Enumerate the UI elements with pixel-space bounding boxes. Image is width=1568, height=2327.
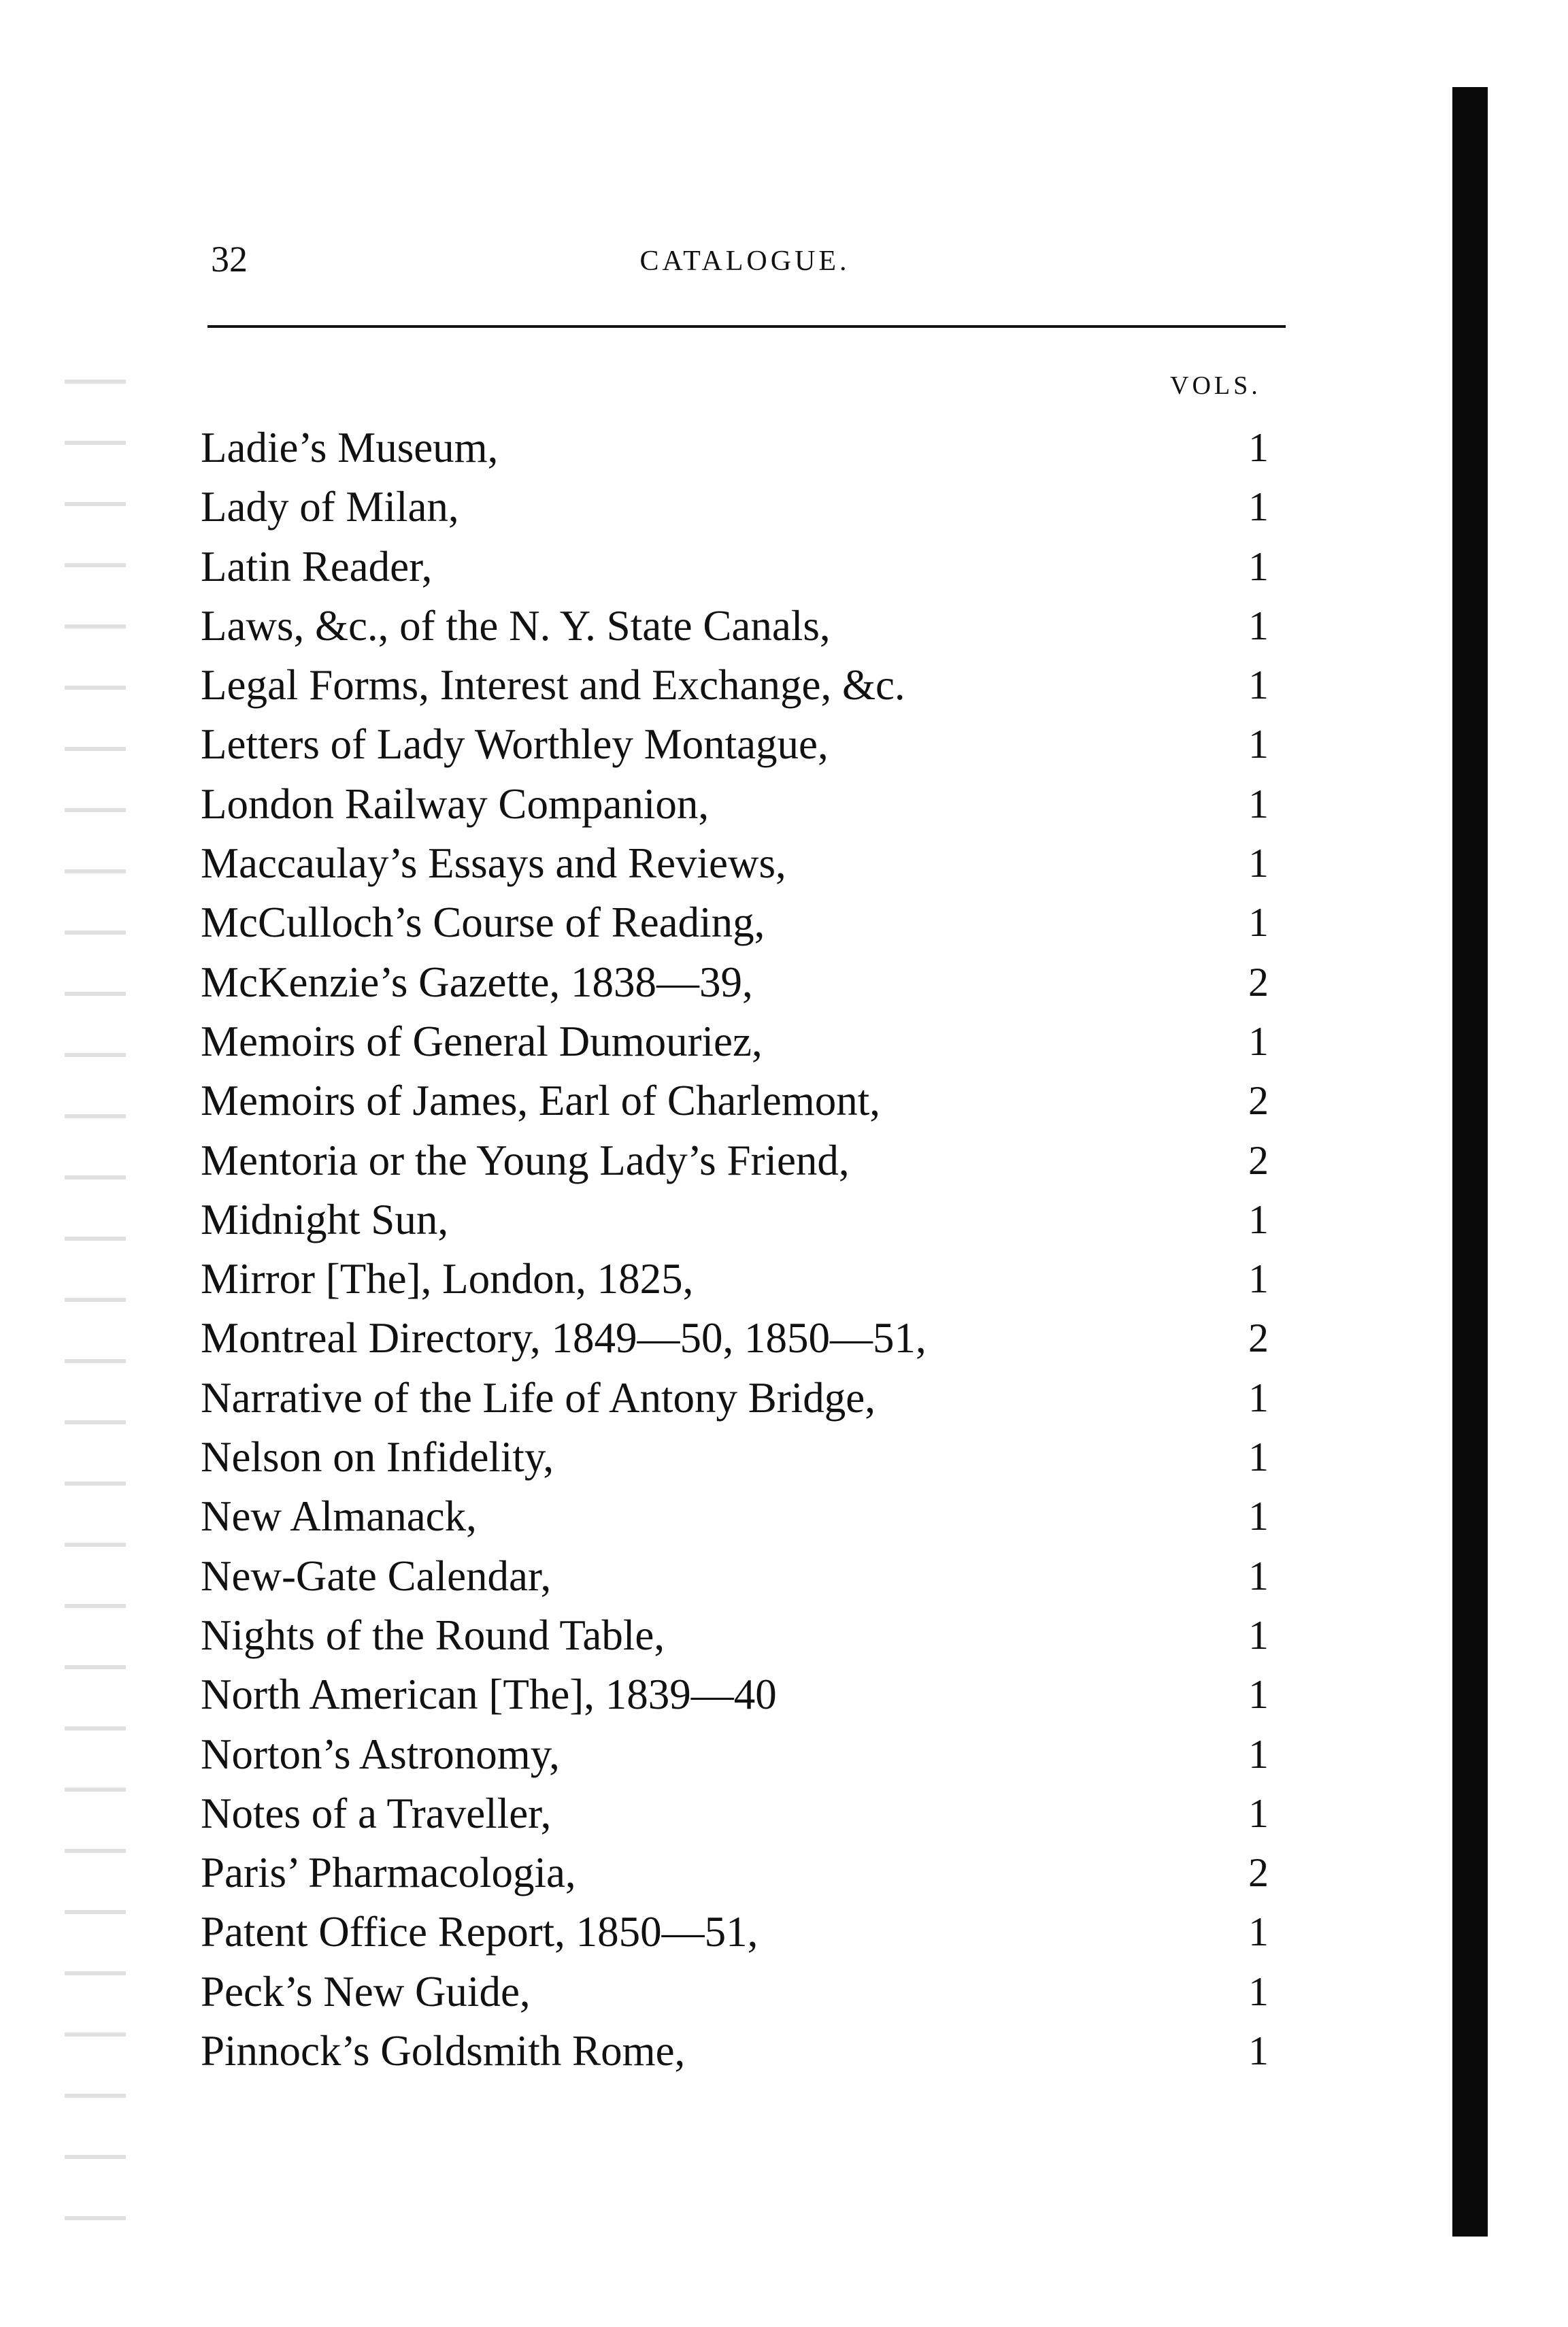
entry-vols: 2 xyxy=(1248,959,1269,1005)
entry-title: Pinnock’s Goldsmith Rome, xyxy=(201,2027,686,2075)
entry-vols: 2 xyxy=(1248,1316,1269,1361)
page-header xyxy=(197,235,1292,289)
entry-vols: 1 xyxy=(1248,543,1269,589)
entry-vols: 1 xyxy=(1248,1256,1269,1302)
entry-title: Peck’s New Guide, xyxy=(201,1967,531,2015)
entry-vols: 1 xyxy=(1248,425,1269,470)
entry-vols: 2 xyxy=(1248,1850,1269,1896)
catalogue-entry xyxy=(201,1071,1289,1131)
entry-vols: 1 xyxy=(1248,1494,1269,1539)
entry-title: Nelson on Infidelity, xyxy=(201,1433,554,1481)
entry-vols: 1 xyxy=(1248,1553,1269,1598)
entry-vols: 1 xyxy=(1248,1612,1269,1658)
entry-vols: 1 xyxy=(1248,1790,1269,1836)
entry-vols: 1 xyxy=(1248,1375,1269,1420)
entry-vols: 1 xyxy=(1248,722,1269,767)
vols-column-header: VOLS. xyxy=(1170,371,1261,400)
entry-title: Ladie’s Museum, xyxy=(201,424,499,471)
entry-title: McKenzie’s Gazette, 1838—39, xyxy=(201,958,753,1006)
catalogue-entry xyxy=(201,478,1289,537)
catalogue-entry xyxy=(201,1962,1289,2022)
entry-vols: 1 xyxy=(1248,1969,1269,2014)
entry-vols: 1 xyxy=(1248,1018,1269,1064)
catalogue-entry xyxy=(201,1190,1289,1250)
entry-vols: 1 xyxy=(1248,663,1269,708)
entry-vols: 2 xyxy=(1248,1078,1269,1124)
entry-title: North American [The], 1839—40 xyxy=(201,1671,777,1719)
entry-vols: 1 xyxy=(1248,900,1269,945)
catalogue-entry xyxy=(201,1131,1289,1190)
entry-title: Nights of the Round Table, xyxy=(201,1611,665,1659)
entry-title: New Almanack, xyxy=(201,1492,477,1541)
catalogue-entry xyxy=(201,1784,1289,1843)
entry-title: Memoirs of James, Earl of Charlemont, xyxy=(201,1077,881,1125)
catalogue-entry xyxy=(201,715,1289,774)
entry-vols: 1 xyxy=(1248,1909,1269,1955)
catalogue-entry xyxy=(201,1250,1289,1309)
entry-title: Letters of Lady Worthley Montague, xyxy=(201,720,829,769)
entry-title: Paris’ Pharmacologia, xyxy=(201,1849,576,1897)
entry-vols: 1 xyxy=(1248,484,1269,530)
entry-vols: 2 xyxy=(1248,1137,1269,1183)
entry-title: New-Gate Calendar, xyxy=(201,1552,552,1600)
entry-title: Patent Office Report, 1850—51, xyxy=(201,1908,758,1956)
entry-vols: 1 xyxy=(1248,1435,1269,1480)
entry-vols: 1 xyxy=(1248,841,1269,886)
catalogue-entry xyxy=(201,537,1289,597)
catalogue-entry xyxy=(201,597,1289,656)
entry-vols: 1 xyxy=(1248,603,1269,648)
catalogue-entry xyxy=(201,1012,1289,1071)
entry-title: Lady of Milan, xyxy=(201,483,459,531)
entry-title: Norton’s Astronomy, xyxy=(201,1730,560,1778)
entry-title: Legal Forms, Interest and Exchange, &c. xyxy=(201,661,905,709)
catalogue-entry xyxy=(201,1725,1289,1784)
entry-vols: 1 xyxy=(1248,1196,1269,1242)
entry-title: Memoirs of General Dumouriez, xyxy=(201,1017,763,1065)
catalogue-entry xyxy=(201,893,1289,952)
catalogue-entry xyxy=(201,656,1289,715)
catalogue-entry xyxy=(201,1903,1289,1962)
entry-title: Laws, &c., of the N. Y. State Canals, xyxy=(201,601,831,650)
catalogue-entry xyxy=(201,1487,1289,1546)
entry-title: McCulloch’s Course of Reading, xyxy=(201,899,765,947)
page-number: 32 xyxy=(211,239,248,280)
page-edge-shadow xyxy=(1452,87,1488,2237)
entry-vols: 1 xyxy=(1248,2028,1269,2074)
header-rule xyxy=(207,325,1286,328)
entry-title: Midnight Sun, xyxy=(201,1195,449,1243)
entry-title: Notes of a Traveller, xyxy=(201,1789,552,1837)
entry-title: Mirror [The], London, 1825, xyxy=(201,1255,694,1303)
running-title: CATALOGUE. xyxy=(639,246,850,277)
entry-title: Montreal Directory, 1849—50, 1850—51, xyxy=(201,1314,927,1362)
catalogue-entry xyxy=(201,2022,1289,2081)
binding-gutter-marks xyxy=(65,354,126,2258)
entry-title: London Railway Companion, xyxy=(201,780,710,828)
catalogue-entry xyxy=(201,953,1289,1012)
entry-title: Latin Reader, xyxy=(201,542,433,590)
entry-vols: 1 xyxy=(1248,781,1269,826)
catalogue-entry xyxy=(201,1547,1289,1606)
catalogue-entry xyxy=(201,775,1289,834)
catalogue-entry xyxy=(201,418,1289,478)
catalogue-entry xyxy=(201,1665,1289,1724)
catalogue-entry xyxy=(201,1843,1289,1903)
entry-title: Mentoria or the Young Lady’s Friend, xyxy=(201,1136,850,1184)
catalogue-entry xyxy=(201,1606,1289,1665)
catalogue-entry xyxy=(201,1369,1289,1428)
catalogue-entry xyxy=(201,834,1289,893)
catalogue-entry xyxy=(201,1309,1289,1368)
entry-title: Narrative of the Life of Antony Bridge, xyxy=(201,1373,875,1422)
catalogue-entry xyxy=(201,1428,1289,1487)
entry-title: Maccaulay’s Essays and Reviews, xyxy=(201,839,786,888)
entry-vols: 1 xyxy=(1248,1731,1269,1777)
catalogue-list xyxy=(201,418,1289,2081)
entry-vols: 1 xyxy=(1248,1672,1269,1718)
